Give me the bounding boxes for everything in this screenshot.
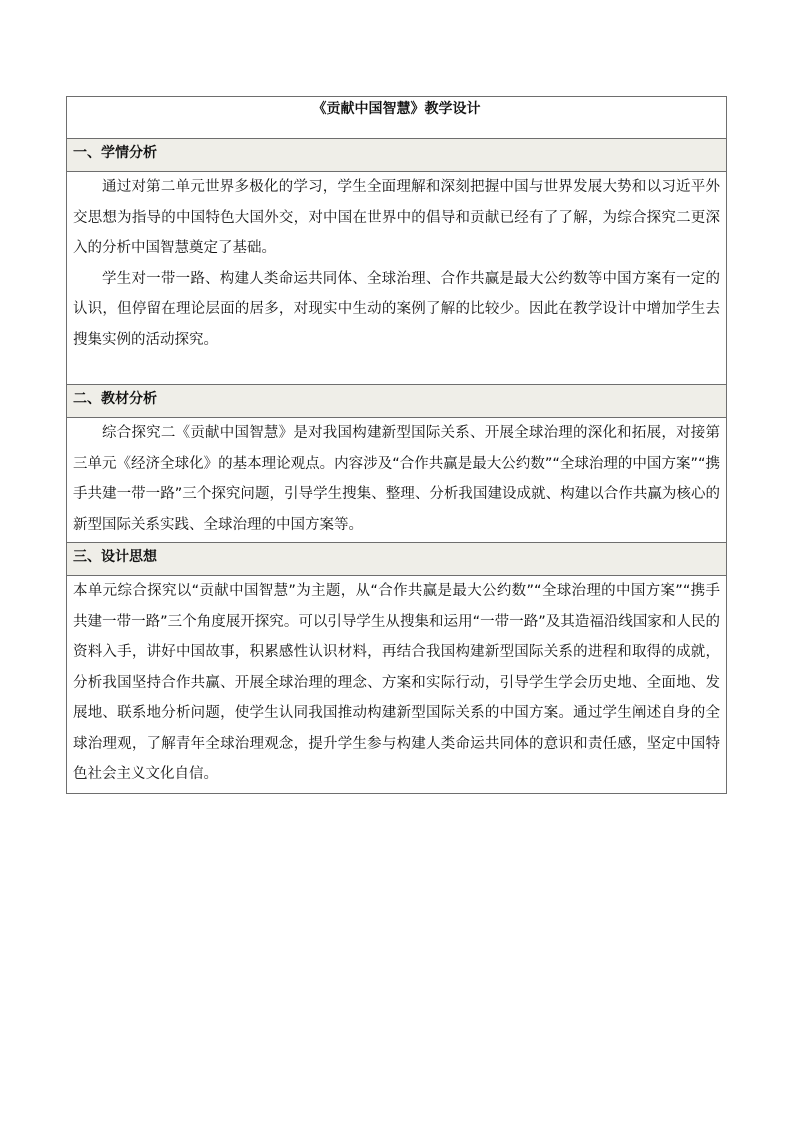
paragraph: 学生对一带一路、构建人类命运共同体、全球治理、合作共赢是最大公约数等中国方案有一定的认识，但停留在理论层面的居多，对现实中生动的案例了解的比较少。因此在教学设计中增加学生去搜集实例的活动探究。 — [73, 270, 720, 348]
document-title: 《贡献中国智慧》教学设计 — [67, 97, 727, 139]
section-heading-learner-analysis: 一、学情分析 — [67, 139, 727, 172]
paragraph: 本单元综合探究以“贡献中国智慧”为主题，从“合作共赢是最大公约数”“全球治理的中国方案”“携手共建一带一路”三个角度展开探究。可以引导学生从搜集和运用“一带一路”及其造福沿线国家和人民的资料入手，讲好中国故事，积累感性认识材料，再结合我国构建新型国际关系的进程和取得的成就，分析我国坚持合作共赢、开展全球治理的理念、方案和实际行动，引导学生学会历史地、全面地、发展地、联系地分析问题，使学生认同我国推动构建新型国际关系的中国方案。通过学生阐述自身的全球治理观，了解青年全球治理观念，提升学生参与构建人类命运共同体的意识和责任感，坚定中国特色社会主义文化自信。 — [73, 583, 720, 782]
lesson-plan-table — [66, 96, 727, 794]
section-body-textbook-analysis — [67, 418, 727, 543]
section-heading-design-idea: 三、设计思想 — [67, 543, 727, 576]
paragraph: 通过对第二单元世界多极化的学习，学生全面理解和深刻把握中国与世界发展大势和以习近平外交思想为指导的中国特色大国外交，对中国在世界中的倡导和贡献已经有了了解，为综合探究二更深入的分析中国智慧奠定了基础。 — [73, 179, 720, 256]
section-body-design-idea — [67, 576, 727, 794]
section-heading-textbook-analysis: 二、教材分析 — [67, 385, 727, 418]
section-body-learner-analysis — [67, 172, 727, 385]
paragraph: 综合探究二《贡献中国智慧》是对我国构建新型国际关系、开展全球治理的深化和拓展，对接第三单元《经济全球化》的基本理论观点。内容涉及“合作共赢是最大公约数”“全球治理的中国方案”“携手共建一带一路”三个探究问题，引导学生搜集、整理、分析我国建设成就、构建以合作共赢为核心的新型国际关系实践、全球治理的中国方案等。 — [73, 425, 720, 533]
